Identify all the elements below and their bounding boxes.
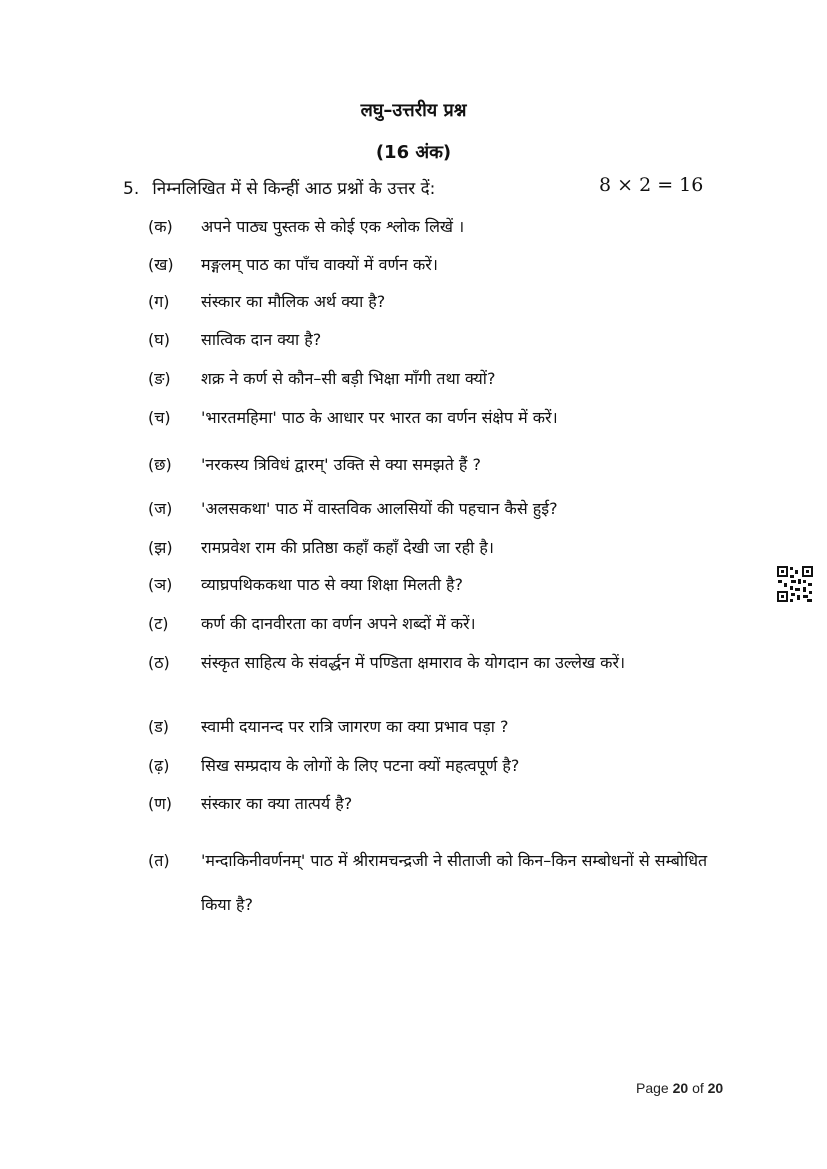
qr-code-icon [776,565,814,603]
item-label: (छ) [148,455,172,474]
item-text: स्वामी दयानन्द पर रात्रि जागरण का क्या प्रभाव पड़ा ? [201,717,509,736]
item-text: शक्र ने कर्ण से कौन–सी बड़ी भिक्षा माँगी तथा क्यों? [201,369,496,388]
page-footer [636,1080,723,1096]
of-label: of [692,1080,704,1096]
item-text: 'भारतमहिमा' पाठ के आधार पर भारत का वर्णन संक्षेप में करें। [201,408,558,427]
item-label: (ढ़) [148,756,170,775]
item-label: (च) [148,408,171,427]
item-label: (ख) [148,255,174,274]
item-label: (घ) [148,330,170,349]
item-label: (ट) [148,614,169,633]
question-instruction: निम्नलिखित में से किन्हीं आठ प्रश्नों के उत्तर दें: [152,179,436,199]
item-text: सात्विक दान क्या है? [201,330,322,349]
question-marks: 8 × 2 = 16 [599,174,704,196]
question-line [123,176,703,199]
item-label: (ज) [148,499,173,518]
item-text: 'अलसकथा' पाठ में वास्तविक आलसियों की पहचान कैसे हुई? [201,499,558,518]
total-pages: 20 [707,1080,724,1096]
item-label: (ठ) [148,653,170,672]
item-text: कर्ण की दानवीरता का वर्णन अपने शब्दों में करें। [201,614,476,633]
item-label: (ण) [148,794,173,813]
item-label: (ग) [148,292,170,311]
item-text: मङ्गलम् पाठ का पाँच वाक्यों में वर्णन करें। [201,255,438,274]
section-title: लघु–उत्तरीय प्रश्न [360,100,467,121]
section-marks: (16 अंक) [375,142,452,163]
item-text: रामप्रवेश राम की प्रतिष्ठा कहाँ कहाँ देखी जा रही है। [201,538,494,557]
item-text: व्याघ्रपथिककथा पाठ से क्या शिक्षा मिलती है? [201,575,464,594]
item-text: 'मन्दाकिनीवर्णनम्' पाठ में श्रीरामचन्द्रजी ने सीताजी को किन–किन सम्बोधनों से सम्बोधित किया है? [201,851,708,914]
current-page: 20 [672,1080,689,1096]
item-label: (झ) [148,538,173,557]
item-label: (क) [148,217,173,236]
item-text: 'नरकस्य त्रिविधं द्वारम्' उक्ति से क्या समझते हैं ? [201,455,482,474]
item-label: (ड) [148,717,170,736]
item-label: (त) [148,851,170,870]
item-label: (ञ) [148,575,173,594]
question-number: 5. [123,179,140,199]
item-text: संस्कृत साहित्य के संवर्द्धन में पण्डिता क्षमाराव के योगदान का उल्लेख करें। [201,653,626,672]
page-label: Page [636,1080,669,1096]
item-text: सिख सम्प्रदाय के लोगों के लिए पटना क्यों महत्वपूर्ण है? [201,756,520,775]
item-text: संस्कार का क्या तात्पर्य है? [201,794,353,813]
item-text: अपने पाठ्य पुस्तक से कोई एक श्लोक लिखें । [201,217,465,236]
item-label: (ङ) [148,369,171,388]
item-text: संस्कार का मौलिक अर्थ क्या है? [201,292,386,311]
